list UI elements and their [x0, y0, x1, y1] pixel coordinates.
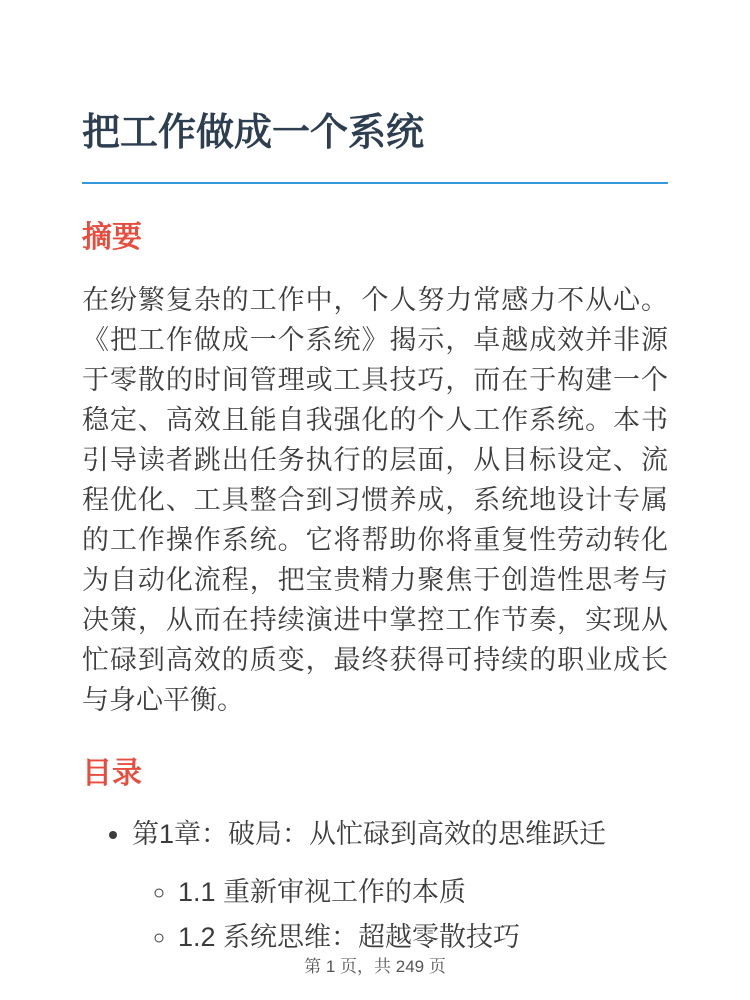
- toc-item-chapter-1: [132, 814, 668, 957]
- abstract-paragraph: 在纷繁复杂的工作中，个人努力常感力不从心。《把工作做成一个系统》揭示，卓越成效并非源于零散的时间管理或工具技巧，而在于构建一个稳定、高效且能自我强化的个人工作系统。本书引导读者跳出任务执行的层面，从目标设定、流程优化、工具整合到习惯养成，系统地设计专属的工作操作系统。它将帮助你将重复性劳动转化为自动化流程，把宝贵精力聚焦于创造性思考与决策，从而在持续演进中掌控工作节奏，实现从忙碌到高效的质变，最终获得可持续的职业成长与身心平衡。: [82, 284, 668, 715]
- page-title: 把工作做成一个系统: [82, 112, 425, 154]
- toc-sublist-chapter-1: [132, 872, 668, 957]
- toc-subitem-1-2: [178, 917, 668, 957]
- toc-subitem-label: 1.2 系统思维：超越零散技巧: [178, 921, 521, 952]
- toc-heading: 目录: [82, 756, 142, 790]
- abstract-heading: 摘要: [82, 220, 142, 254]
- page-footer: [82, 957, 668, 1000]
- page-number-label: 第 1 页，共 249 页: [304, 956, 446, 976]
- toc-subitem-1-1: [178, 872, 668, 912]
- toc-list: [82, 814, 668, 957]
- toc-subitem-label: 1.1 重新审视工作的本质: [178, 876, 467, 907]
- toc-item-label: 第1章：破局：从忙碌到高效的思维跃迁: [132, 818, 607, 849]
- title-divider: [82, 182, 668, 184]
